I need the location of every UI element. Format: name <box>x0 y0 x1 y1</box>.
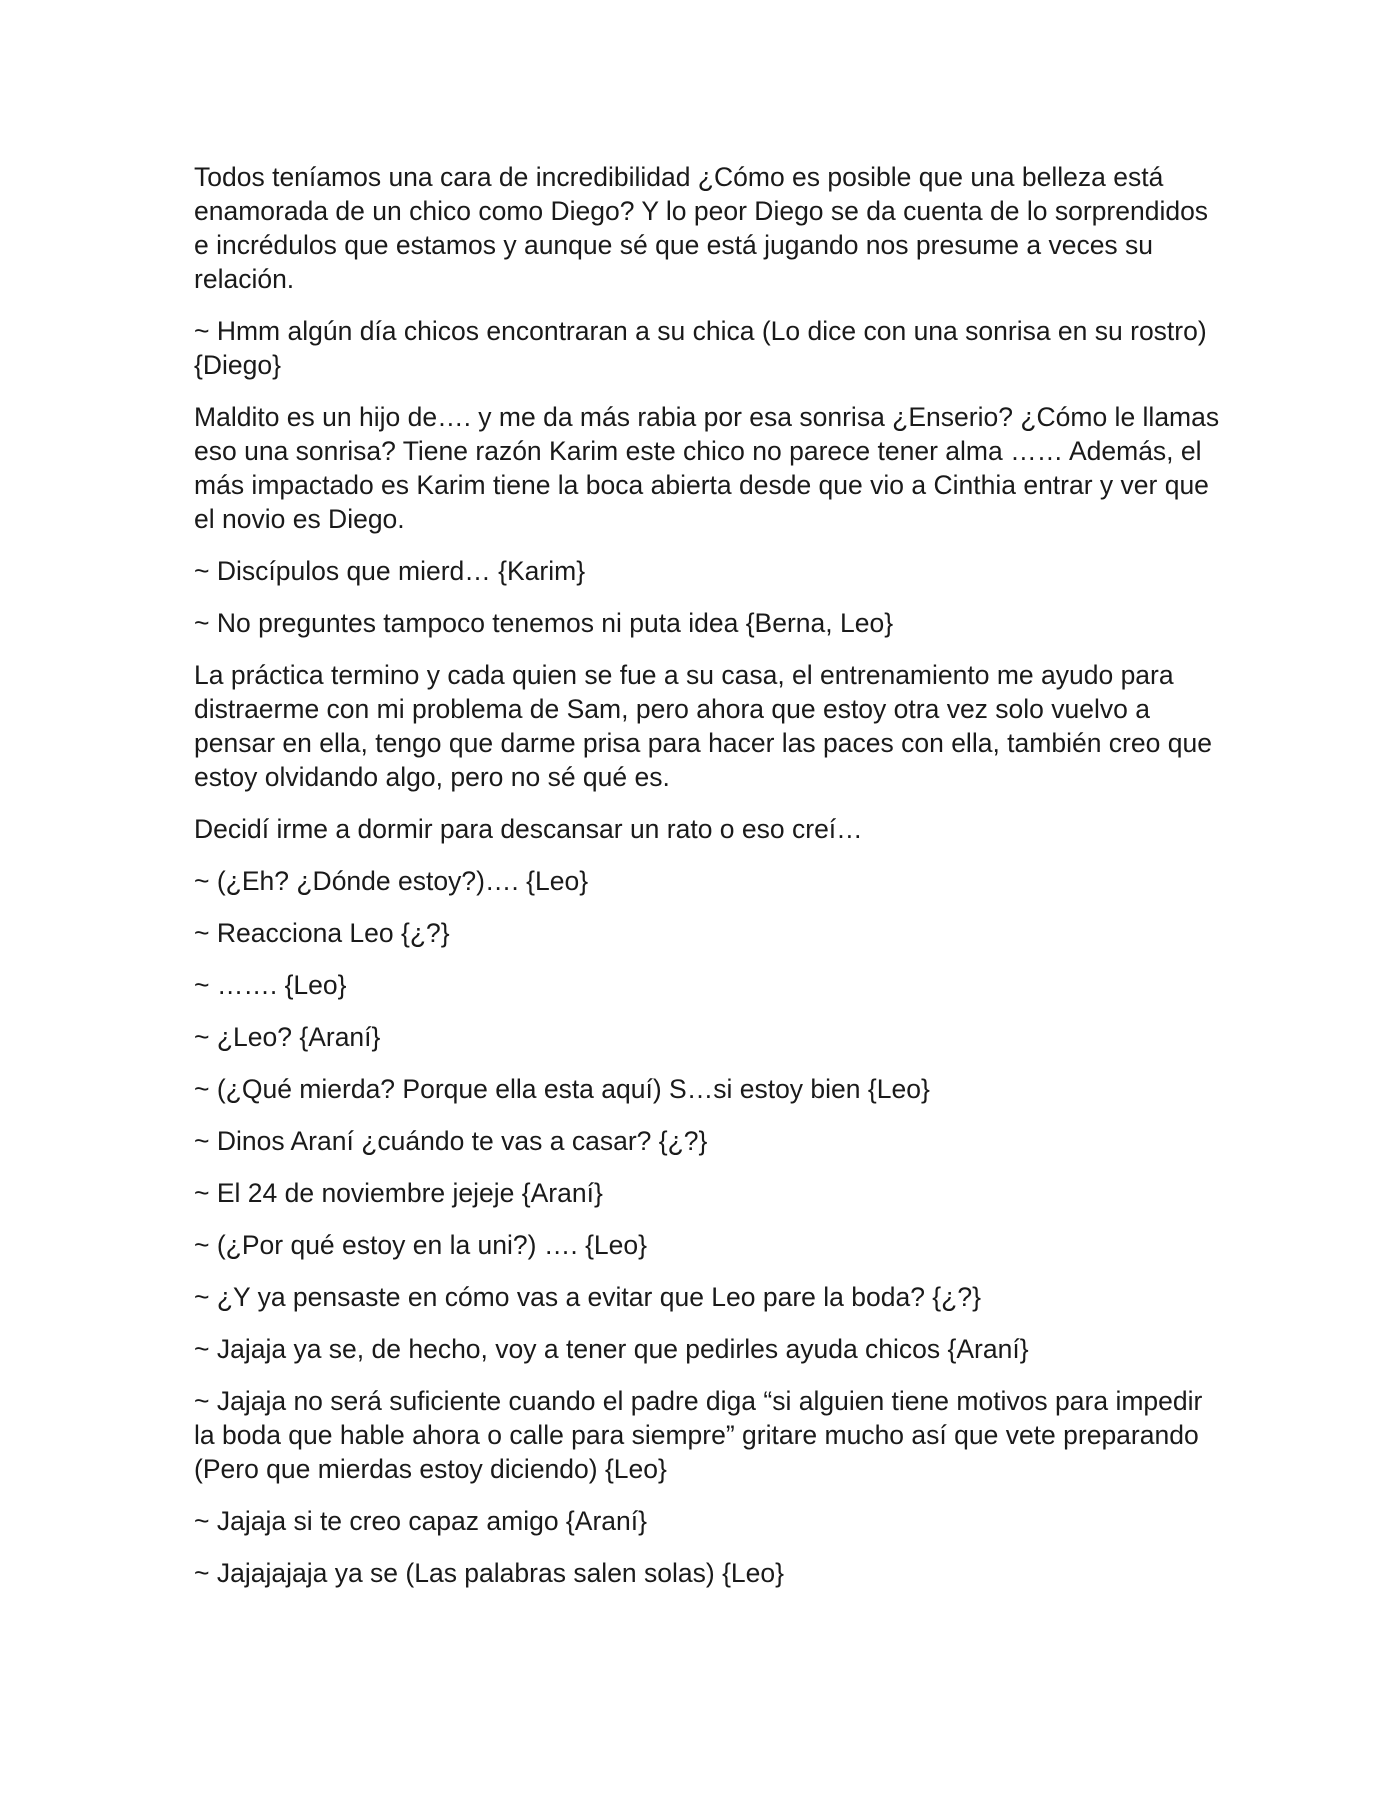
dialogue-line: ~ (¿Eh? ¿Dónde estoy?)…. {Leo} <box>194 866 589 896</box>
dialogue-line: ~ Discípulos que mierd… {Karim} <box>194 556 586 586</box>
dialogue-line: ~ Reacciona Leo {¿?} <box>194 918 450 948</box>
dialogue-line: ~ Jajaja si te creo capaz amigo {Araní} <box>194 1506 647 1536</box>
dialogue-line: ~ (¿Qué mierda? Porque ella esta aquí) S…si estoy bien {Leo} <box>194 1074 930 1104</box>
narrative-paragraph: Decidí irme a dormir para descansar un rato o eso creí… <box>194 814 863 844</box>
dialogue-line: ~ Jajajajaja ya se (Las palabras salen solas) {Leo} <box>194 1558 785 1588</box>
dialogue-line: ~ (¿Por qué estoy en la uni?) …. {Leo} <box>194 1230 647 1260</box>
document-body <box>194 160 1224 1608</box>
narrative-paragraph: La práctica termino y cada quien se fue a su casa, el entrenamiento me ayudo para distraerme con mi problema de Sam, pero ahora que estoy otra vez solo vuelvo a pensar en ella, tengo que darme prisa para hacer las paces con ella, también creo que estoy olvidando algo, pero no sé qué es. <box>194 660 1212 792</box>
dialogue-line: ~ ……. {Leo} <box>194 970 347 1000</box>
dialogue-line: ~ Jajaja no será suficiente cuando el padre diga “si alguien tiene motivos para impedir la boda que hable ahora o calle para siempre” gritare mucho así que vete preparando (Pero que mierdas estoy diciendo) {Leo} <box>194 1386 1203 1484</box>
dialogue-line: ~ No preguntes tampoco tenemos ni puta idea {Berna, Leo} <box>194 608 894 638</box>
dialogue-line: ~ Dinos Araní ¿cuándo te vas a casar? {¿?} <box>194 1126 708 1156</box>
narrative-paragraph: Todos teníamos una cara de incredibilidad ¿Cómo es posible que una belleza está enamorada de un chico como Diego? Y lo peor Diego se da cuenta de lo sorprendidos e incrédulos que estamos y aunque sé que está jugando nos presume a veces su relación. <box>194 162 1209 294</box>
dialogue-line: ~ El 24 de noviembre jejeje {Araní} <box>194 1178 603 1208</box>
dialogue-line: ~ ¿Leo? {Araní} <box>194 1022 381 1052</box>
narrative-paragraph: Maldito es un hijo de…. y me da más rabia por esa sonrisa ¿Enserio? ¿Cómo le llamas eso una sonrisa? Tiene razón Karim este chico no parece tener alma …… Además, el más impactado es Karim tiene la boca abierta desde que vio a Cinthia entrar y ver que el novio es Diego. <box>194 402 1220 534</box>
dialogue-line: ~ Jajaja ya se, de hecho, voy a tener que pedirles ayuda chicos {Araní} <box>194 1334 1029 1364</box>
dialogue-line: ~ ¿Y ya pensaste en cómo vas a evitar que Leo pare la boda? {¿?} <box>194 1282 981 1312</box>
dialogue-line: ~ Hmm algún día chicos encontraran a su chica (Lo dice con una sonrisa en su rostro) {Diego} <box>194 316 1207 380</box>
